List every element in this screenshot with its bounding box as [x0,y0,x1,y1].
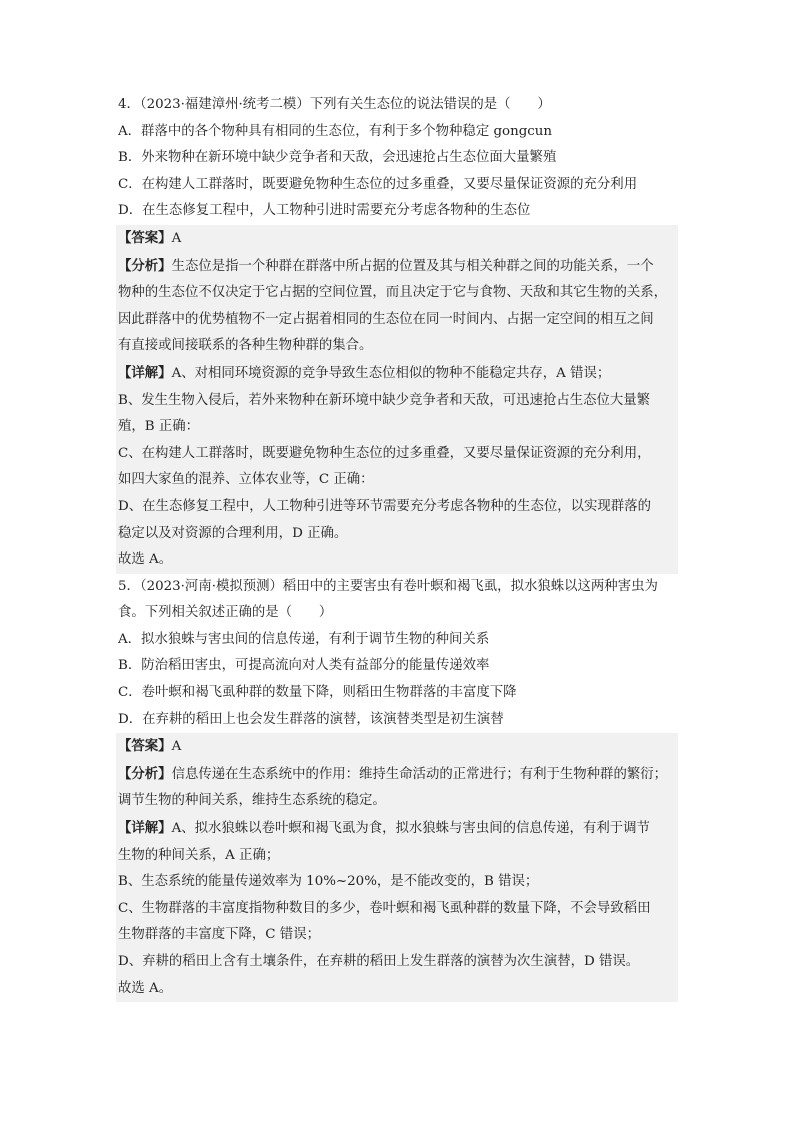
detail-line: C、生物群落的丰富度指物种数目的多少，卷叶螟和褐飞虱种群的数量下降，不会导致稻田 [118,900,651,916]
option-a: A．群落中的各个物种具有相同的生态位，有利于多个物种稳定 gongcun [118,123,553,139]
document-page [118,92,678,1002]
option-d: D．在弃耕的稻田上也会发生群落的演替，该演替类型是初生演替 [118,711,504,727]
detail-tag: 【详解】 [118,820,172,837]
analysis-tag: 【分析】 [118,765,172,782]
detail-text: A、拟水狼蛛以卷叶螟和褐飞虱为食，拟水狼蛛与害虫间的信息传递，有利于调节 [171,821,650,837]
option-a: A．拟水狼蛛与害虫间的信息传递，有利于调节生物的种间关系 [118,631,490,647]
question-stem: 5．（2023·河南·模拟预测）稻田中的主要害虫有卷叶螟和褐飞虱，拟水狼蛛以这两种害虫为 [118,578,658,594]
analysis-line: 有直接或间接联系的各种生物种群的集合。 [118,338,373,354]
solution-block [116,733,678,1002]
detail-line: B、生态系统的能量传递效率为 10%~20%，是不能改变的，B 错误； [118,874,539,890]
analysis-tag: 【分析】 [118,257,172,274]
question-stem: 4．（2023·福建漳州·统考二模）下列有关生态位的说法错误的是（ ） [118,97,551,112]
detail-line: C、在构建人工群落时，既要避免物种生态位的过多重叠，又要尽量保证资源的充分利用， [118,445,651,461]
final-choice: 故选 A。 [118,980,173,996]
detail-line: D、在生态修复工程中，人工物种引进等环节需要充分考虑各物种的生态位，以实现群落的 [118,498,651,514]
solution-block [116,225,678,574]
analysis-line: 因此群落中的优势植物不一定占据着相同的生态位在同一时间内、占据一定空间的相互之间 [118,311,654,327]
detail-line: 殖，B 正确： [118,419,200,435]
answer-line [118,733,676,761]
question-4 [118,92,678,574]
option-b: B．外来物种在新环境中缺少竞争者和天敌，会迅速抢占生态位面大量繁殖 [118,150,557,166]
answer-tag: 【答案】 [118,738,172,755]
option-b: B．防治稻田害虫，可提高流向对人类有益部分的能量传递效率 [118,658,490,674]
detail-line: 生物的种间关系，A 正确； [118,847,280,863]
detail-line: D、弃耕的稻田上含有土壤条件，在弃耕的稻田上发生群落的演替为次生演替，D 错误。 [118,954,640,969]
option-c: C．在构建人工群落时，既要避免物种生态位的过多重叠，又要尽量保证资源的充分利用 [118,176,638,192]
analysis-text: 信息传递在生态系统中的作用：维持生命活动的正常进行；有利于生物种群的繁衍； [171,766,668,782]
option-c: C．卷叶螟和褐飞虱种群的数量下降，则稻田生物群落的丰富度下降 [118,685,517,701]
detail-line: 如四大家鱼的混养、立体农业等，C 正确： [118,472,374,488]
final-choice: 故选 A。 [118,552,173,568]
detail-line [118,815,676,843]
analysis-text: 生态位是指一个种群在群落中所占据的位置及其与相关种群之间的功能关系，一个 [171,258,654,274]
analysis-line [118,253,676,281]
analysis-line: 物种的生态位不仅决定于它占据的空间位置，而且决定于它与食物、天敌和其它生物的关系， [118,285,668,301]
answer-value: A [171,230,182,246]
question-stem: 食。下列相关叙述正确的是（ ） [118,605,333,621]
detail-line: 生物群落的丰富度下降，C 错误； [118,927,320,943]
detail-text: A、对相同环境资源的竞争导致生态位相似的物种不能稳定共存，A 错误； [171,365,611,381]
answer-line [118,225,676,253]
option-d: D．在生态修复工程中，人工物种引进时需要充分考虑各物种的生态位 [118,203,531,219]
detail-line: 稳定以及对资源的合理利用，D 正确。 [118,525,348,541]
detail-line [118,360,676,388]
analysis-line: 调节生物的种间关系，维持生态系统的稳定。 [118,793,386,809]
analysis-line [118,761,676,789]
detail-tag: 【详解】 [118,364,172,381]
answer-tag: 【答案】 [118,229,172,246]
question-5 [118,574,678,1003]
detail-line: B、发生生物入侵后，若外来物种在新环境中缺少竞争者和天敌，可迅速抢占生态位大量繁 [118,392,651,408]
answer-value: A [171,739,182,755]
